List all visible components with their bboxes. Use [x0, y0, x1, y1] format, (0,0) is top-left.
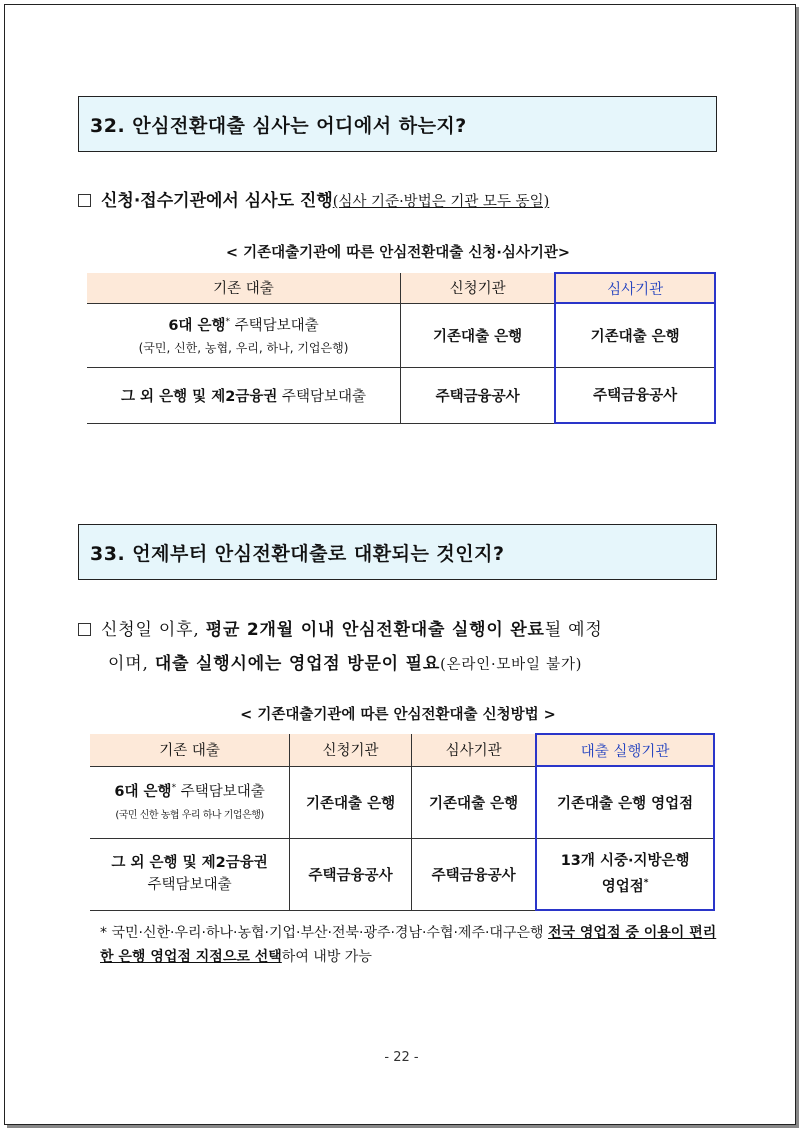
q32-bullet-paren: (심사 기준·방법은 기관 모두 동일) [332, 194, 550, 210]
header-apply-org: 신청기관 [290, 734, 412, 766]
header-review-org: 심사기관 [555, 273, 715, 303]
row-existing-loan [90, 838, 290, 910]
row-exec-org [536, 838, 714, 910]
question-32-title-text: 32. 안심전환대출 심사는 어디에서 하는지? [90, 114, 467, 137]
table-header-row [90, 734, 714, 766]
row-main-bold: 그 외 은행 및 제2금융권 [120, 388, 278, 405]
table-row [87, 367, 715, 423]
q32-table-caption: < 기존대출기관에 따른 안심전환대출 신청·심사기관> [225, 245, 571, 261]
q32-bullet [78, 184, 718, 219]
row-review-org: 기존대출 은행 [555, 303, 715, 367]
table-row [90, 766, 714, 838]
header-exec-org: 대출 실행기관 [536, 734, 714, 766]
footnote [100, 921, 720, 969]
q33-text-a2: 이며, [108, 654, 155, 674]
row-main-bold: 6대 은행 [168, 317, 226, 334]
footnote-mark: * [171, 783, 177, 794]
footnote-text-c: 하여 내방 가능 [281, 949, 372, 965]
question-32-title [78, 96, 717, 152]
header-existing-loan: 기존 대출 [87, 273, 400, 303]
row-exec-org: 기존대출 은행 영업점 [536, 766, 714, 838]
row-main-rest: 주택담보대출 [277, 388, 366, 405]
row-review-org: 기존대출 은행 [411, 766, 536, 838]
row-review-org: 주택금융공사 [555, 367, 715, 423]
footnote-mark: * [643, 877, 649, 888]
q33-text-a: 신청일 이후, [101, 620, 206, 640]
square-bullet-icon [78, 623, 91, 636]
header-apply-org: 신청기관 [400, 273, 555, 303]
table-row [87, 303, 715, 367]
q32-bullet-bold: 신청·접수기관에서 심사도 진행 [101, 191, 333, 211]
question-33-title [78, 524, 717, 580]
q33-table [90, 733, 715, 911]
q33-text-bold: 평균 2개월 이내 안심전환대출 실행이 완료 [205, 620, 545, 640]
q33-bullet-line2 [108, 647, 718, 682]
header-existing-loan: 기존 대출 [90, 734, 290, 766]
row-sub: (국민, 신한, 농협, 우리, 하나, 기업은행) [138, 340, 349, 355]
footnote-text-bold: 전국 영업점 중 이용이 편리한 은행 영업점 지점으로 선택 [100, 925, 717, 965]
page-number: - 22 - [384, 1050, 419, 1065]
q33-text-c: 될 예정 [544, 620, 603, 640]
row-main-rest: 주택담보대출 [176, 783, 265, 800]
row-main-line2: 주택담보대출 [147, 877, 232, 893]
square-bullet-icon [78, 194, 91, 207]
exec-line1: 13개 시중·지방은행 [560, 852, 690, 869]
row-sub: (국민 신한 농협 우리 하나 기업은행) [115, 809, 264, 821]
row-existing-loan [87, 367, 400, 423]
q33-table-caption: < 기존대출기관에 따른 안심전환대출 신청방법 > [240, 707, 556, 723]
footnote-star: * [100, 925, 107, 941]
footnote-text-a: 국민·신한·우리·하나·농협·기업·부산·전북·광주·경남·수협·제주·대구은행 [111, 925, 548, 941]
row-main-rest: 주택담보대출 [229, 317, 319, 334]
row-apply-org: 기존대출 은행 [290, 766, 412, 838]
q33-text-c2: (온라인·모바일 불가) [440, 657, 583, 673]
row-review-org: 주택금융공사 [411, 838, 536, 910]
footnote-mark: * [225, 317, 230, 328]
row-existing-loan [90, 766, 290, 838]
header-review-org: 심사기관 [411, 734, 536, 766]
table-header-row [87, 273, 715, 303]
exec-line2: 영업점 [601, 878, 644, 895]
row-main-bold: 그 외 은행 및 제2금융권 [111, 855, 268, 871]
row-apply-org: 주택금융공사 [400, 367, 555, 423]
question-33-title-text: 33. 언제부터 안심전환대출로 대환되는 것인지? [90, 542, 505, 565]
q33-text-bold2: 대출 실행시에는 영업점 방문이 필요 [154, 654, 441, 674]
row-apply-org: 기존대출 은행 [400, 303, 555, 367]
q32-table [87, 272, 716, 424]
table-row [90, 838, 714, 910]
q33-bullet [78, 613, 718, 647]
row-apply-org: 주택금융공사 [290, 838, 412, 910]
row-main-bold: 6대 은행 [114, 783, 172, 800]
row-existing-loan [87, 303, 400, 367]
